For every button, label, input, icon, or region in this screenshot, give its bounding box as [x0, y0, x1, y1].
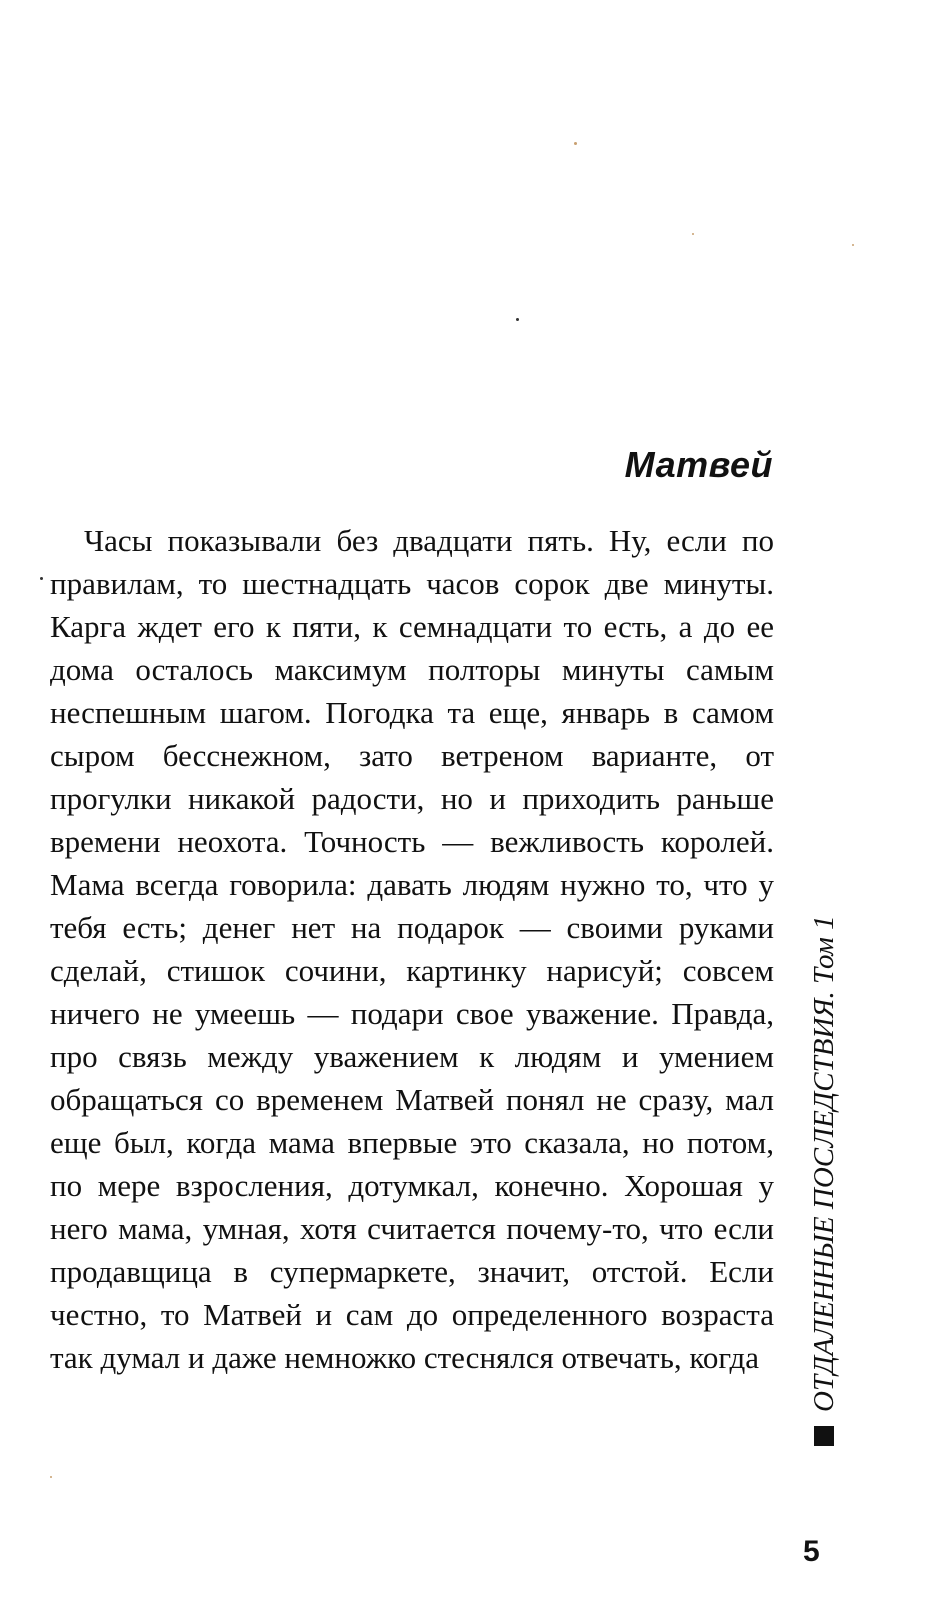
- paper-speck: [50, 1476, 52, 1478]
- body-paragraph: Часы показывали без двадцати пять. Ну, если по правилам, то шестнадцать часов сорок две минуты. Карга ждет его к пяти, к семнадцати то есть, а до ее дома осталось максимум полторы минуты самым неспешным шагом. Погодка та еще, январь в самом сыром бесснежном, зато ветреном варианте, от прогулки никакой радости, но и приходить раньше времени неохота. Точность — вежливость королей. Мама всегда говорила: давать людям нужно то, что у тебя есть; денег нет на подарок — своими руками сделай, стишок сочини, картинку нарисуй; совсем ничего не умеешь — подари свое уважение. Правда, про связь между уважением к людям и умением обращаться со временем Матвей понял не сразу, мал еще был, когда мама впервые это сказала, но потом, по мере взросления, дотумкал, конечно. Хорошая у него мама, умная, хотя считается почему-то, что если продавщица в супермаркете, значит, отстой. Если честно, то Матвей и сам до определенного возраста так думал и даже немножко стеснялся отвечать, когда: [50, 523, 774, 1375]
- paper-speck: [40, 577, 43, 580]
- page-number: 5: [803, 1535, 820, 1568]
- running-head: [804, 886, 844, 1446]
- paper-speck: [574, 142, 577, 145]
- running-head-text: ОТДАЛЕННЫЕ ПОСЛЕДСТВИЯ. Том 1: [807, 915, 840, 1412]
- square-bullet-icon: [814, 1426, 834, 1446]
- chapter-title: Матвей: [624, 444, 773, 485]
- paper-speck: [692, 233, 694, 235]
- paper-speck: [516, 318, 519, 321]
- paper-speck: [852, 244, 854, 246]
